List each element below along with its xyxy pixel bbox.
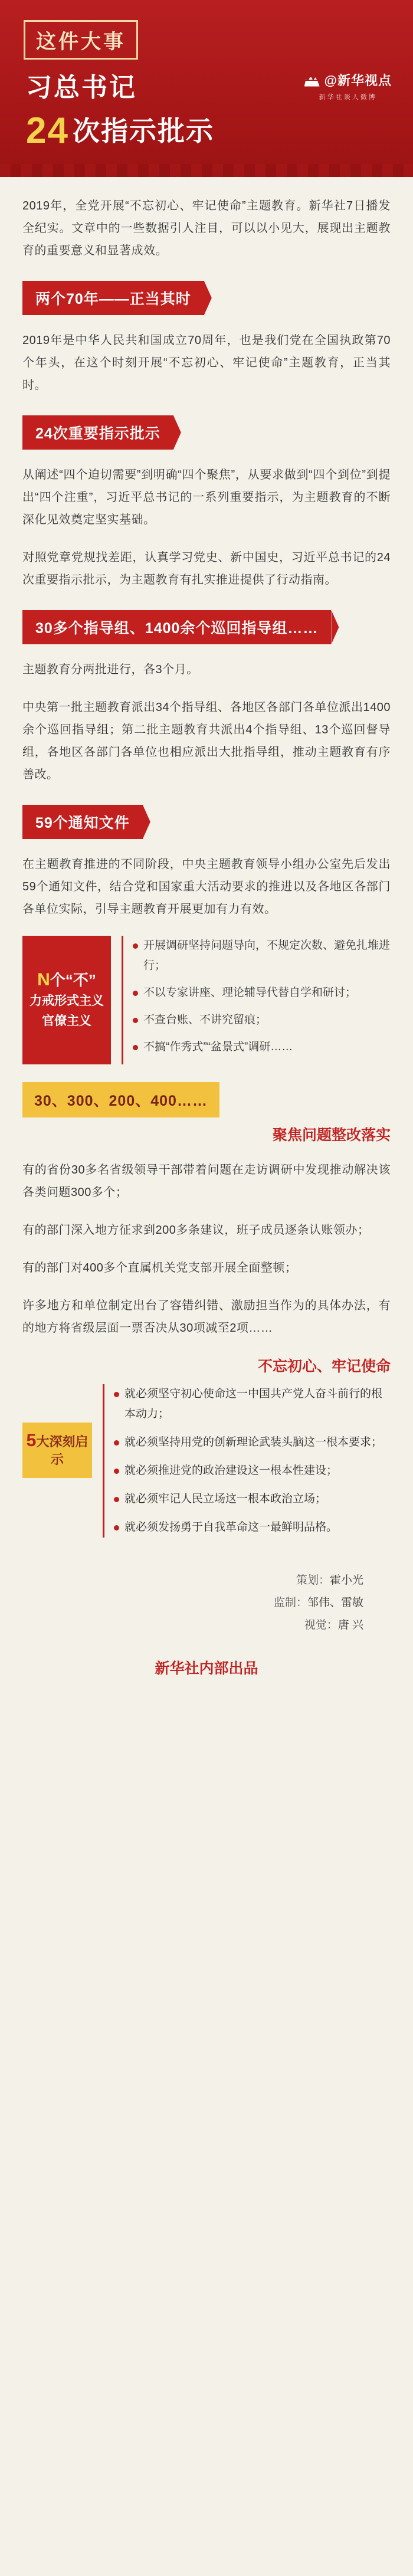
header-badge: 这件大事 — [24, 20, 138, 60]
list-item: 不查台账、不讲究留痕； — [133, 1010, 391, 1030]
section-2-paragraph-1: 从阐述“四个迫切需要”到明确“四个聚焦”，从要求做到“四个到位”到提出“四个注重”，习近平总书记的一系列重要指示，为主题教育的不断深化见效奠定坚实基础。 — [22, 468, 391, 526]
mountain-logo-icon — [304, 74, 320, 87]
credit-label: 视觉： — [304, 1619, 338, 1631]
block-n-count: N — [37, 970, 50, 989]
block-n-tag-post: “不” — [65, 971, 96, 989]
numbers-band-heading: 30、300、200、400…… — [22, 1082, 219, 1117]
block-n-tag-pre: 个 — [50, 971, 65, 989]
list-item: 就必须坚持用党的创新理论武装头脑这一根本要求； — [114, 1433, 391, 1453]
list-item: 就必须发扬勇于自我革命这一最鲜明品格。 — [114, 1518, 391, 1538]
list-item: 就必须牢记人民立场这一根本政治立场； — [114, 1489, 391, 1509]
brand-logo — [304, 71, 392, 101]
header-subtitle-text: 次指示批示 — [72, 116, 214, 146]
list-item: 开展调研坚持问题导向，不规定次数、避免扎堆进行； — [133, 936, 391, 976]
section-1-paragraph-1: 2019年是中华人民共和国成立70周年，也是我们党在全国执政第70个年头，在这个时刻开展“不忘初心、牢记使命”主题教育，正当其时。 — [22, 334, 391, 392]
block-five-heading: 不忘初心、牢记使命 — [257, 1358, 391, 1375]
brand-logo-main — [304, 71, 392, 89]
poster-body — [0, 177, 413, 1707]
credit-label: 监制： — [273, 1597, 307, 1609]
credit-row — [22, 1592, 363, 1614]
block-n-tag-line2: 力戒形式主义 — [30, 994, 104, 1008]
list-item: 就必须坚守初心使命这一中国共产党人奋斗前行的根本动力； — [114, 1384, 391, 1424]
section-heading-2: 24次重要指示批示 — [22, 415, 173, 450]
credits-block — [22, 1569, 391, 1637]
list-item: 就必须推进党的政治建设这一根本性建设； — [114, 1461, 391, 1481]
numbers-paragraph-1: 有的省份30多名省级领导干部带着问题在走访调研中发现推动解决该各类问题300多个； — [22, 1164, 391, 1199]
section-heading-4: 59个通知文件 — [22, 805, 143, 839]
section-4-paragraph-1: 在主题教育推进的不同阶段，中央主题教育领导小组办公室先后发出59个通知文件，结合党和国家重大活动要求的推进以及各地区各部门各单位实际，引导主题教育开展更加有力有效。 — [22, 858, 391, 916]
block-five-tag-text: 大深刻启示 — [36, 1434, 88, 1467]
numbers-paragraph-3: 有的部门对400多个直属机关党支部开展全面整顿； — [22, 1261, 297, 1274]
block-n-tag — [22, 936, 111, 1064]
block-five-tag — [22, 1423, 92, 1478]
credit-label: 策划： — [296, 1574, 330, 1587]
brand-logo-label: @新华视点 — [324, 73, 392, 88]
block-n-tag-line3: 官僚主义 — [42, 1014, 91, 1028]
numbers-paragraph-4: 许多地方和单位制定出台了容错纠错、激励担当作为的具体办法，有的地方将省级层面一票否决从30项减至2项…… — [22, 1299, 391, 1335]
section-3-paragraph-1: 主题教育分两批进行，各3个月。 — [22, 663, 199, 676]
numbers-paragraph-2: 有的部门深入地方征求到200多条建议，班子成员逐条认账领办； — [22, 1224, 370, 1237]
block-five-body — [103, 1355, 391, 1546]
section-heading-3: 30多个指导组、1400余个巡回指导组…… — [22, 610, 331, 644]
block-five-list — [103, 1384, 391, 1538]
block-n-bu — [22, 936, 391, 1064]
header-title: 习总书记 — [26, 73, 137, 102]
header-count: 24 — [26, 110, 69, 151]
credit-value: 邹伟、雷敏 — [307, 1597, 363, 1609]
numbers-band-subheading: 聚焦问题整改落实 — [272, 1127, 391, 1143]
intro-paragraph: 2019年，全党开展“不忘初心、牢记使命”主题教育。新华社7日播发全纪实。文章中的一些数据引人注目，可以以小见大，展现出主题教育的重要意义和显著成效。 — [22, 199, 391, 257]
list-item: 不以专家讲座、理论辅导代替自学和研讨； — [133, 983, 391, 1003]
header-subtitle — [26, 110, 214, 152]
footer-text: 新华社内部出品 — [155, 1660, 258, 1677]
credit-value: 霍小光 — [329, 1574, 363, 1587]
credit-row — [22, 1569, 363, 1592]
section-heading-1: 两个70年——正当其时 — [22, 281, 204, 315]
section-3-paragraph-2: 中央第一批主题教育派出34个指导组、各地区各部门各单位派出1400余个巡回指导组；第二批主题教育共派出4个指导组、13个巡回督导组，各地区各部门各单位也相应派出大批指导组，推动主题教育有序善改。 — [22, 701, 391, 781]
block-n-tag-line1 — [37, 970, 96, 990]
brand-logo-sub: 新华社谈人微博 — [319, 94, 377, 101]
block-n-list — [122, 936, 391, 1064]
credit-value: 唐 兴 — [337, 1619, 363, 1631]
list-item: 不搞“作秀式”“盆景式”调研…… — [133, 1037, 391, 1057]
section-2-paragraph-2: 对照党章党规找差距，认真学习党史、新中国史，习近平总书记的24次重要指示批示，为主题教育有扎实推进提供了行动指南。 — [22, 551, 391, 586]
block-five-count: 5 — [26, 1431, 37, 1450]
block-five-insights — [22, 1355, 391, 1546]
poster-header — [0, 0, 413, 177]
credit-row — [22, 1614, 363, 1637]
